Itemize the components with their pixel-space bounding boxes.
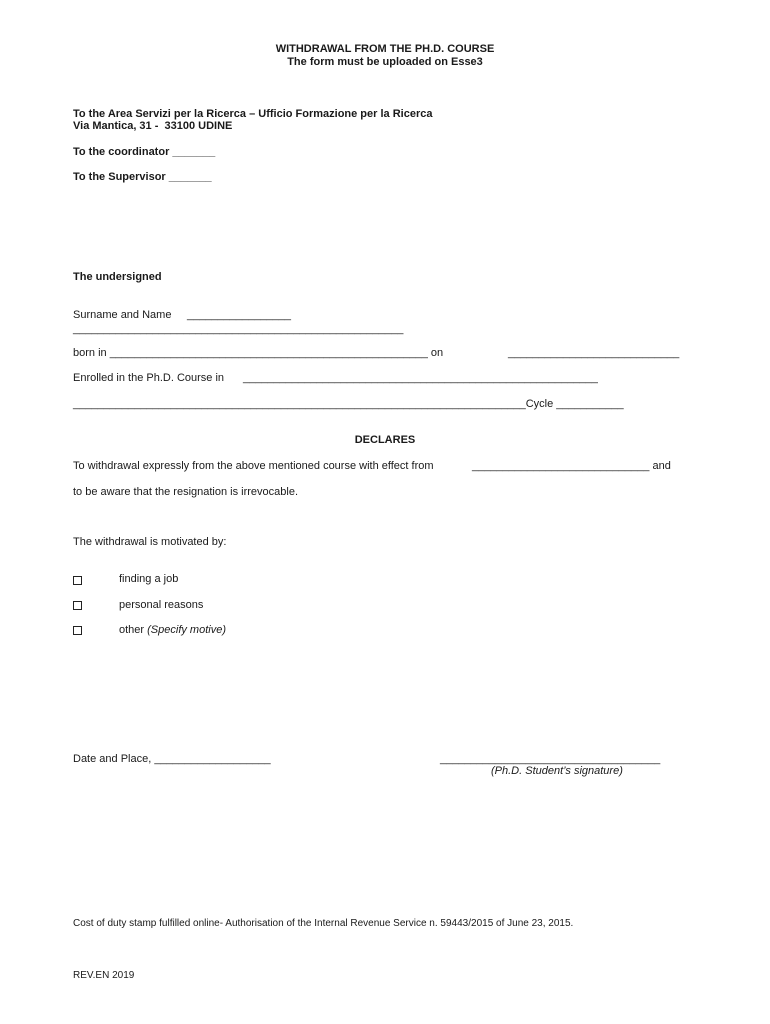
born-in-field[interactable]: born in ____________________________________________________ on	[73, 347, 444, 359]
address-line-2: Via Mantica, 31 - 33100 UDINE	[73, 120, 233, 132]
option-label: personal reasons	[119, 599, 204, 611]
checkbox-icon[interactable]	[73, 576, 82, 585]
option-label: other	[119, 624, 148, 636]
cycle-field[interactable]: __________________________________________________________________________Cycle ___________	[73, 398, 624, 410]
checkbox-icon[interactable]	[73, 601, 82, 610]
signature-line[interactable]: ____________________________________	[440, 753, 661, 765]
surname-label: Surname and Name	[73, 309, 172, 321]
enrolled-label: Enrolled in the Ph.D. Course in	[73, 372, 225, 384]
revision-label: REV.EN 2019	[73, 970, 135, 981]
surname-field-continuation[interactable]: ______________________________________________________	[73, 323, 404, 335]
motivation-heading: The withdrawal is motivated by:	[73, 536, 227, 548]
date-place-field[interactable]: Date and Place, ___________________	[73, 753, 271, 765]
option-note: (Specify motive)	[147, 624, 226, 636]
coordinator-line: To the coordinator _______	[73, 146, 216, 158]
signature-caption: (Ph.D. Student’s signature)	[491, 765, 623, 777]
declares-heading: DECLARES	[354, 434, 416, 446]
form-subtitle: The form must be uploaded on Esse3	[287, 56, 483, 68]
course-field[interactable]: __________________________________________________________	[243, 372, 598, 384]
option-label: finding a job	[119, 573, 179, 585]
checkbox-icon[interactable]	[73, 626, 82, 635]
irrevocable-statement: to be aware that the resignation is irrevocable.	[73, 486, 299, 498]
undersigned-heading: The undersigned	[73, 271, 162, 283]
surname-field[interactable]: _________________	[187, 309, 292, 321]
supervisor-line: To the Supervisor _______	[73, 171, 212, 183]
option-label-wrap	[119, 624, 226, 637]
birth-date-field[interactable]: ____________________________	[508, 347, 680, 359]
effective-date-field[interactable]: _____________________________ and	[472, 460, 671, 472]
withdrawal-statement: To withdrawal expressly from the above mentioned course with effect from	[73, 460, 434, 472]
form-title: WITHDRAWAL FROM THE PH.D. COURSE	[275, 43, 495, 55]
stamp-duty-note: Cost of duty stamp fulfilled online- Authorisation of the Internal Revenue Service n. 59443/2015 of June 23, 2015.	[73, 918, 574, 929]
address-line-1: To the Area Servizi per la Ricerca – Ufficio Formazione per la Ricerca	[73, 108, 433, 120]
